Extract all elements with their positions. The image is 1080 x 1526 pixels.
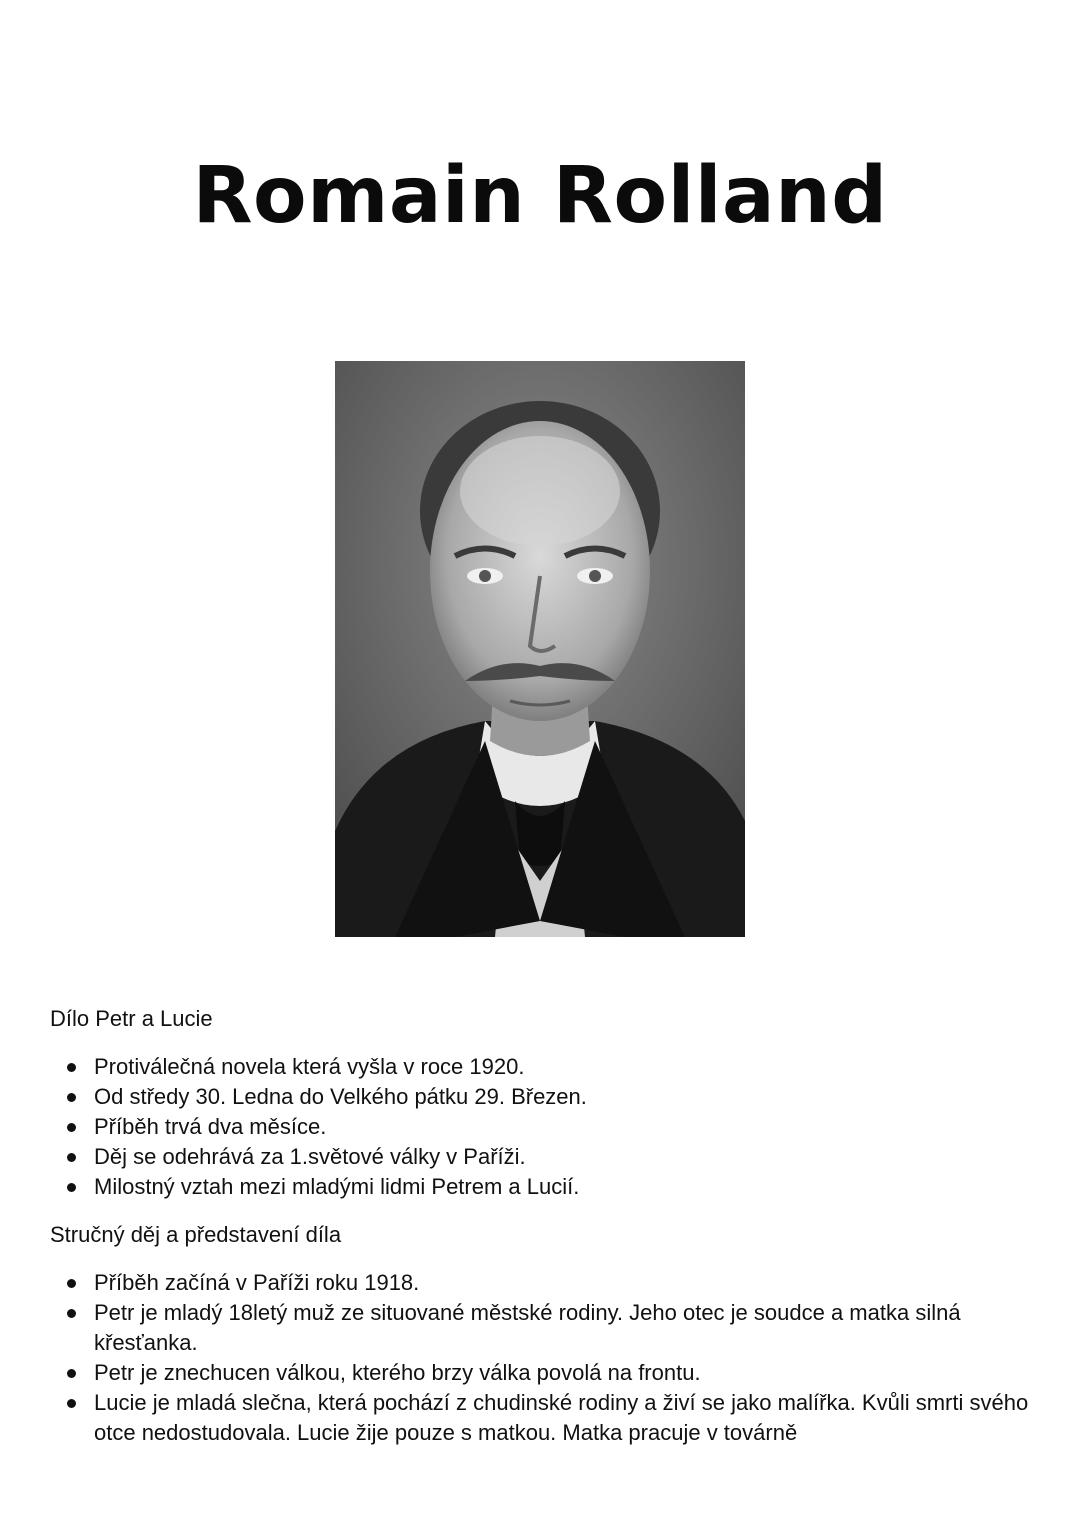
list-item: Děj se odehrává za 1.světové války v Paříži. <box>50 1142 1030 1172</box>
bullet-list-plot <box>50 1268 1030 1448</box>
page-title: Romain Rolland <box>192 151 888 241</box>
list-item: Petr je mladý 18letý muž ze situované městské rodiny. Jeho otec je soudce a matka silná křesťanka. <box>50 1298 1030 1358</box>
list-item: Petr je znechucen válkou, kterého brzy válka povolá na frontu. <box>50 1358 1030 1388</box>
list-item: Příběh trvá dva měsíce. <box>50 1112 1030 1142</box>
section-heading-work: Dílo Petr a Lucie <box>50 1006 213 1031</box>
list-item: Protiválečná novela která vyšla v roce 1920. <box>50 1052 1030 1082</box>
list-item: Milostný vztah mezi mladými lidmi Petrem a Lucií. <box>50 1172 1030 1202</box>
document-body <box>50 1004 1030 1466</box>
list-item: Lucie je mladá slečna, která pochází z chudinské rodiny a živí se jako malířka. Kvůli smrti svého otce nedostudovala. Lucie žije pouze s matkou. Matka pracuje v továrně <box>50 1388 1030 1448</box>
list-item: Od středy 30. Ledna do Velkého pátku 29. Březen. <box>50 1082 1030 1112</box>
section-heading-plot: Stručný děj a představení díla <box>50 1222 342 1247</box>
portrait-photo <box>335 361 745 937</box>
bullet-list-work <box>50 1052 1030 1202</box>
list-item: Příběh začíná v Paříži roku 1918. <box>50 1268 1030 1298</box>
